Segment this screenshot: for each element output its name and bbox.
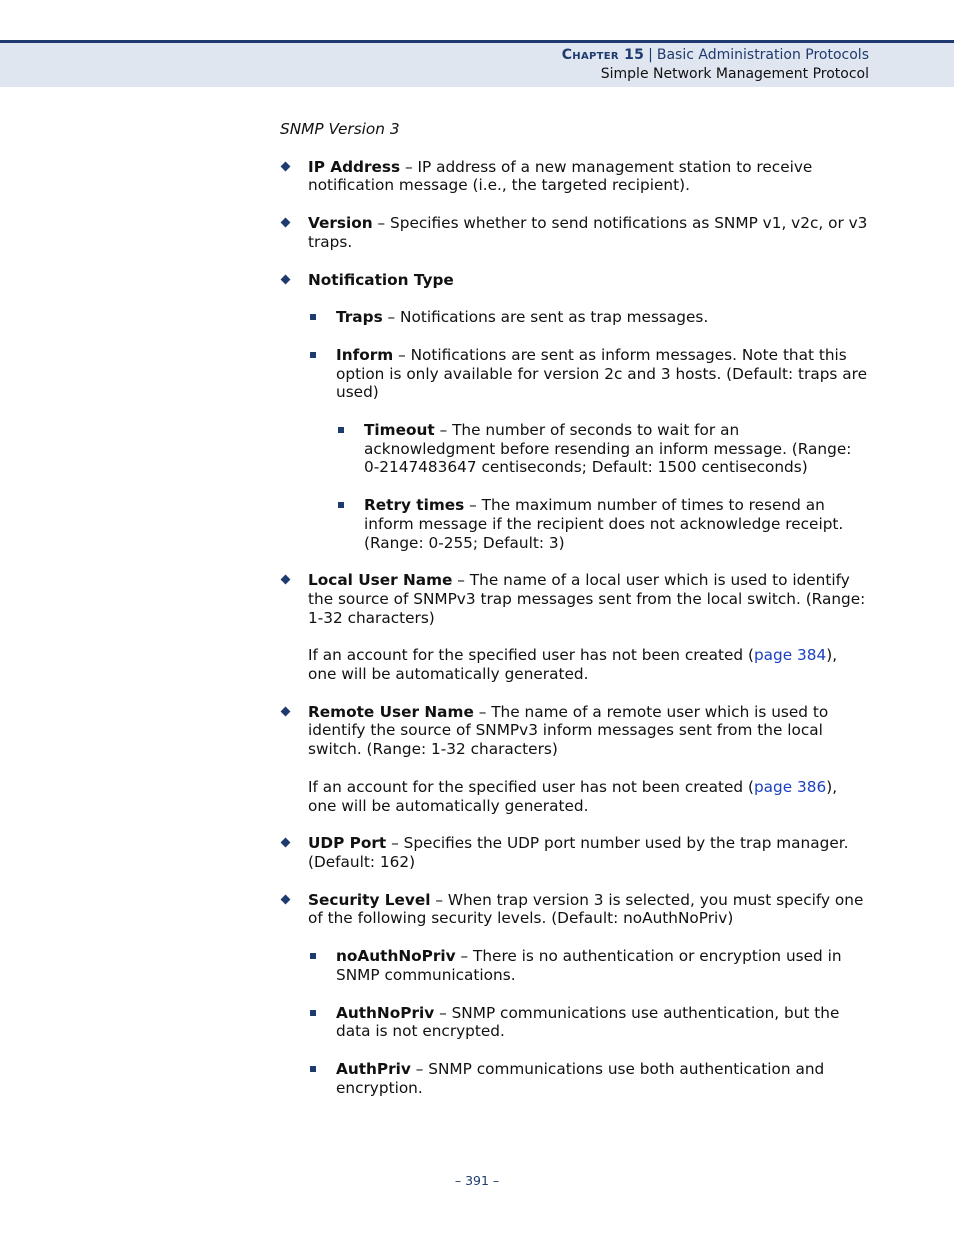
list-item-noauthnopriv: [280, 947, 870, 984]
term: Security Level: [308, 890, 431, 909]
square-bullet-icon: [310, 314, 316, 320]
note-text: ), one will be automatically generated.: [308, 777, 838, 815]
list-item-remote-user-name: [280, 703, 870, 759]
diamond-bullet-icon: [281, 575, 291, 585]
list-item-authpriv: [280, 1060, 870, 1097]
term: AuthPriv: [336, 1059, 411, 1078]
list-item-traps: [280, 308, 870, 327]
list-item-security-level: [280, 891, 870, 928]
description: – The maximum number of times to resend an inform message if the recipient does not acknowledge receipt. (Range: 0-255; Default: 3): [364, 496, 844, 552]
list-item-local-user-name: [280, 571, 870, 627]
remote-user-note: [280, 778, 870, 815]
term: Version: [308, 214, 373, 233]
description: – The number of seconds to wait for an acknowledgment before resending an inform message. (Range: 0-2147483647 centiseconds; Default: 1500 centiseconds): [364, 421, 852, 477]
description: – Specifies whether to send notifications as SNMP v1, v2c, or v3 traps.: [308, 214, 868, 251]
description: – The name of a remote user which is used to identify the source of SNMPv3 inform messages sent from the local switch. (Range: 1-32 characters): [308, 702, 829, 759]
local-user-note: [280, 646, 870, 683]
term: AuthNoPriv: [336, 1003, 435, 1022]
term: Notification Type: [308, 270, 454, 289]
description: – When trap version 3 is selected, you must specify one of the following security levels. (Default: noAuthNoPriv): [308, 890, 864, 928]
square-bullet-icon: [310, 1010, 316, 1016]
chapter-title: Basic Administration Protocols: [656, 47, 869, 63]
section-title: SNMP Version 3: [280, 120, 400, 138]
diamond-bullet-icon: [281, 894, 291, 904]
diamond-bullet-icon: [281, 706, 291, 716]
page-header: [0, 40, 954, 87]
description: – SNMP communications use authentication, but the data is not encrypted.: [336, 1003, 840, 1041]
list-item-version: [280, 214, 870, 251]
term: Inform: [336, 345, 394, 364]
list-item-notification-type: [280, 271, 870, 290]
list-item-ip-address: [280, 158, 870, 195]
page-386-link[interactable]: page 386: [753, 777, 827, 796]
list-item-retry-times: [280, 496, 870, 552]
diamond-bullet-icon: [281, 161, 291, 171]
term: UDP Port: [308, 834, 387, 853]
term: noAuthNoPriv: [336, 947, 456, 966]
page-384-link[interactable]: page 384: [753, 646, 827, 665]
description: – IP address of a new management station to receive notification message (i.e., the targeted recipient).: [308, 157, 813, 195]
section-name: Simple Network Management Protocol: [600, 66, 869, 82]
page-content: [280, 120, 870, 1116]
term: Retry times: [364, 496, 465, 515]
square-bullet-icon: [310, 953, 316, 959]
description: – There is no authentication or encryption used in SNMP communications.: [336, 947, 842, 984]
term: Timeout: [364, 421, 435, 440]
note-text: If an account for the specified user has not been created (: [308, 777, 754, 796]
description: – Notifications are sent as trap messages.: [382, 308, 709, 327]
diamond-bullet-icon: [281, 838, 291, 848]
header-separator: |: [648, 47, 653, 63]
list-item-timeout: [280, 421, 870, 477]
term: Traps: [336, 308, 383, 327]
description: – Specifies the UDP port number used by the trap manager. (Default: 162): [308, 834, 849, 871]
square-bullet-icon: [338, 502, 344, 508]
note-text: ), one will be automatically generated.: [308, 646, 838, 684]
square-bullet-icon: [338, 427, 344, 433]
term: IP Address: [308, 157, 401, 176]
diamond-bullet-icon: [281, 218, 291, 228]
list-item-udp-port: [280, 834, 870, 871]
diamond-bullet-icon: [281, 274, 291, 284]
term: Local User Name: [308, 571, 453, 590]
description: – The name of a local user which is used to identify the source of SNMPv3 trap messages sent from the local switch. (Range: 1-32 characters): [308, 571, 866, 627]
list-item-inform: [280, 346, 870, 402]
description: – Notifications are sent as inform messages. Note that this option is only available for version 2c and 3 hosts. (Default: traps are used): [336, 345, 867, 402]
chapter-label: Chapter 15: [561, 47, 645, 63]
square-bullet-icon: [310, 1066, 316, 1072]
page-number: – 391 –: [454, 1173, 500, 1188]
list-item-authnopriv: [280, 1004, 870, 1041]
description: – SNMP communications use both authentication and encryption.: [336, 1059, 825, 1097]
note-text: If an account for the specified user has not been created (: [308, 646, 754, 665]
square-bullet-icon: [310, 352, 316, 358]
term: Remote User Name: [308, 702, 474, 721]
header-chapter-line: [562, 47, 869, 63]
